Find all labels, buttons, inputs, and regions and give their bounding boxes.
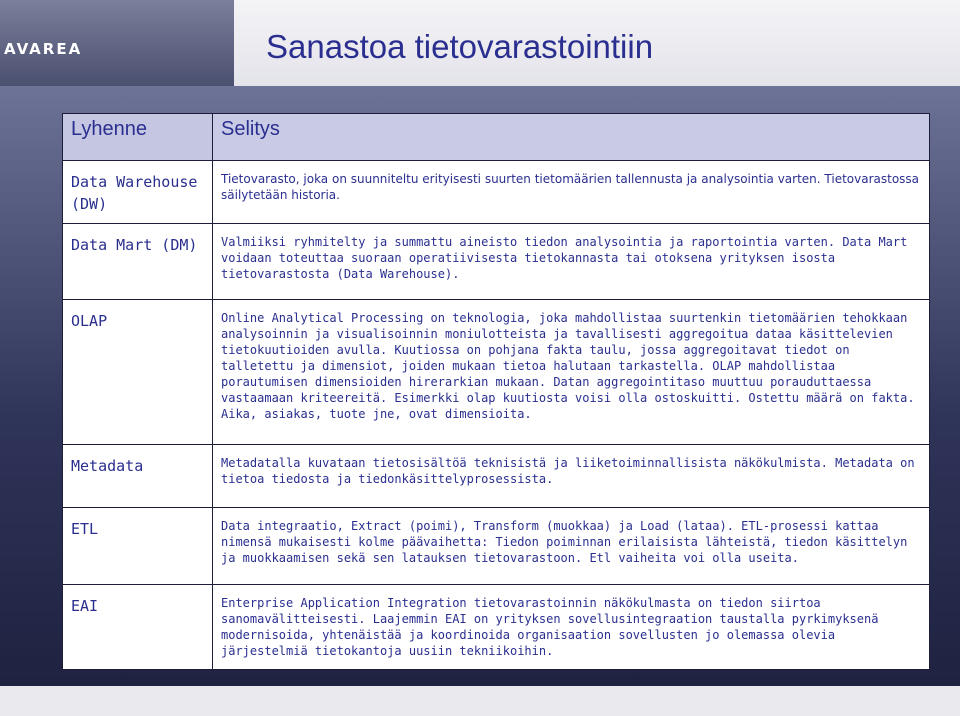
term-cell: Data Warehouse (DW) — [63, 161, 213, 224]
term-cell: OLAP — [63, 300, 213, 445]
slide-footer — [0, 686, 960, 716]
table-row — [63, 445, 930, 508]
slide-header — [0, 0, 960, 86]
table-row — [63, 161, 930, 224]
description-cell: Valmiiksi ryhmitelty ja summattu aineisto tiedon analysointia ja raportointia varten. Data Mart voidaan toteuttaa suoraan operatiivisesta tietokannasta tai otoksena yrityksen isosta tietovarastosta (Data Warehouse). — [213, 224, 930, 300]
glossary-table — [62, 113, 930, 670]
description-cell: Metadatalla kuvataan tietosisältöä teknisistä ja liiketoiminnallisista näkökulmista. Metadata on tietoa tiedosta ja tiedonkäsittelyprosessista. — [213, 445, 930, 508]
table-row — [63, 585, 930, 670]
description-cell: Online Analytical Processing on teknologia, joka mahdollistaa suurtenkin tietomäärien tehokkaan analysoinnin ja visualisoinnin moniulotteista ja tavallisesti aggregoitua dataa käsittelevien tietokuutioiden avulla. Kuutiossa on pohjana fakta taulu, jossa aggregoitavat tiedot on talletettu ja dimensiot, joiden mukaan tietoa halutaan tarkastella. OLAP mahdollistaa porautumisen dimensioiden hirerarkian mukaan. Datan aggregointitaso muuttuu porauduttaessa vastaamaan kriteereitä. Esimerkki olap kuutiosta voisi olla ostoskuitti. Ostettu määrä on fakta. Aika, asiakas, tuote jne, ovat dimensioita. — [213, 300, 930, 445]
header-term: Lyhenne — [63, 114, 213, 161]
description-cell: Enterprise Application Integration tietovarastoinnin näkökulmasta on tiedon siirtoa sanomavälitteisesti. Laajemmin EAI on yrityksen sovellusintegraation taustalla pyrkimyksenä modernisoida, yhtenäistää ja koordinoida organisaation sovellusten jo olemassa olevia järjestelmiä tietokantoja uusiin tekniikoihin. — [213, 585, 930, 670]
table-row — [63, 508, 930, 585]
table-row — [63, 300, 930, 445]
table-row — [63, 224, 930, 300]
avarea-logo: AVAREA — [4, 40, 83, 58]
header-description: Selitys — [213, 114, 930, 161]
term-cell: EAI — [63, 585, 213, 670]
description-cell: Tietovarasto, joka on suunniteltu erityisesti suurten tietomäärien tallennusta ja analysointia varten. Tietovarastossa säilytetään historia. — [213, 161, 930, 224]
term-cell: Metadata — [63, 445, 213, 508]
description-cell: Data integraatio, Extract (poimi), Transform (muokkaa) ja Load (lataa). ETL-prosessi kattaa nimensä mukaisesti kolme päävaihetta: Tiedon poiminnan erilaisista lähteistä, tiedon käsittelyn ja muokkaamisen sekä sen latauksen tietovarastoon. Etl vaiheita voi olla useita. — [213, 508, 930, 585]
term-cell: ETL — [63, 508, 213, 585]
logo-band — [0, 0, 234, 86]
table-header-row — [63, 114, 930, 161]
slide-title: Sanastoa tietovarastointiin — [266, 28, 654, 65]
term-cell: Data Mart (DM) — [63, 224, 213, 300]
